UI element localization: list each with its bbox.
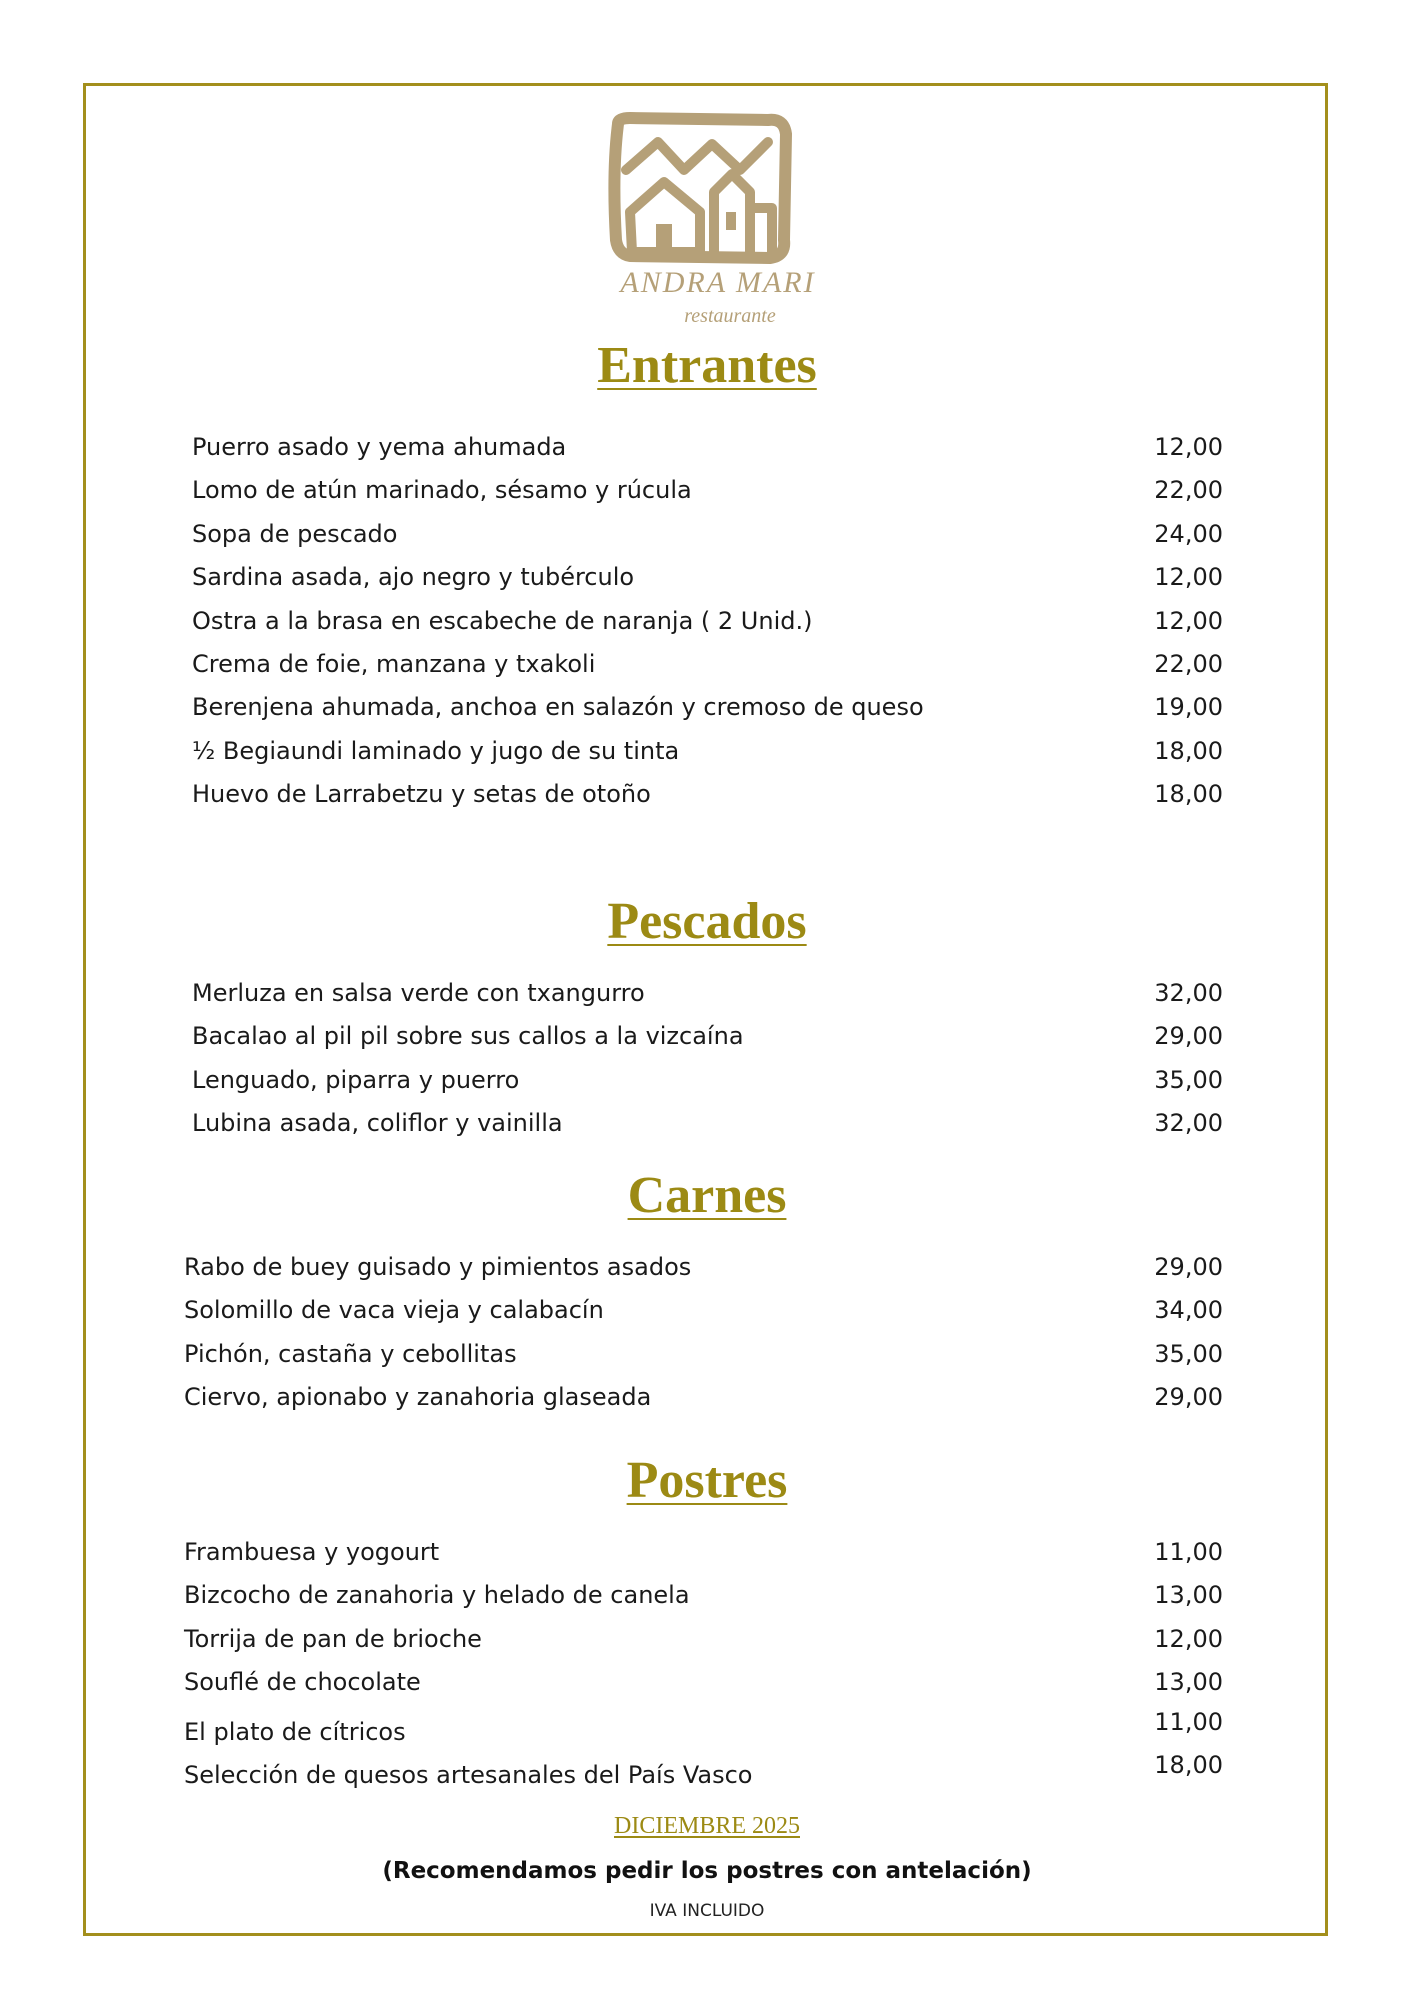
dish-price: 34,00 [1154, 1296, 1223, 1325]
dish-price: 35,00 [1154, 1065, 1223, 1094]
dish-price: 12,00 [1154, 433, 1223, 461]
dish-price: 11,00 [1154, 1538, 1223, 1566]
menu-item [184, 1540, 1223, 1583]
dish-name: Sardina asada, ajo negro y tubérculo [192, 563, 635, 592]
dish-name: Bacalao al pil pil sobre sus callos a la vizcaína [192, 1022, 744, 1051]
dish-name: Lenguado, piparra y puerro [192, 1065, 520, 1094]
dish-name: Berenjena ahumada, anchoa en salazón y cremoso de queso [192, 693, 924, 722]
dish-price: 32,00 [1154, 979, 1223, 1007]
menu-list-pescados [192, 981, 1223, 1155]
menu-item [184, 1385, 1223, 1428]
dish-name: Huevo de Larrabetzu y setas de otoño [192, 780, 651, 809]
menu-date: DICIEMBRE 2025 [614, 1813, 800, 1839]
menu-item [184, 1583, 1223, 1626]
menu-list-postres [184, 1540, 1223, 1800]
menu-item [184, 1624, 1223, 1670]
dish-price: 12,00 [1154, 1624, 1223, 1653]
dish-name: Rabo de buey guisado y pimientos asados [184, 1253, 692, 1281]
menu-item [184, 1707, 1223, 1757]
dish-price: 18,00 [1154, 780, 1223, 809]
menu-item [192, 1065, 1223, 1111]
menu-list-entrantes [192, 435, 1223, 826]
menu-item [184, 1298, 1223, 1341]
dish-name: Frambuesa y yogourt [184, 1538, 440, 1566]
dish-price: 12,00 [1154, 563, 1223, 592]
section-title-postres: Postres [626, 1452, 788, 1509]
dish-price: 13,00 [1154, 1668, 1223, 1697]
dish-name: Crema de foie, manzana y txakoli [192, 649, 596, 678]
dish-name: Pichón, castaña y cebollitas [184, 1339, 517, 1368]
dish-name: Ciervo, apionabo y zanahoria glaseada [184, 1383, 652, 1412]
dish-price: 29,00 [1154, 1022, 1223, 1051]
menu-item [192, 478, 1223, 521]
dessert-advance-order-note: (Recomendamos pedir los postres con antelación) [382, 1858, 1032, 1884]
dish-price: 22,00 [1154, 649, 1223, 678]
menu-item [192, 695, 1223, 738]
dish-price: 12,00 [1154, 606, 1223, 635]
dish-price: 35,00 [1154, 1339, 1223, 1368]
section-title-pescados: Pescados [607, 893, 807, 950]
dish-price: 29,00 [1154, 1383, 1223, 1412]
restaurant-logo-icon [600, 112, 830, 334]
menu-item [192, 649, 1223, 695]
dish-name: El plato de cítricos [184, 1717, 406, 1746]
menu-item [192, 565, 1223, 608]
dish-name: Solomillo de vaca vieja y calabacín [184, 1296, 604, 1325]
dish-name: Souflé de chocolate [184, 1668, 421, 1697]
dish-name: Lubina asada, coliflor y vainilla [192, 1109, 563, 1138]
menu-item [192, 736, 1223, 782]
menu-item [192, 1024, 1223, 1067]
dish-name: Ostra a la brasa en escabeche de naranja ( 2 Unid.) [192, 606, 813, 635]
logo-brand-name: ANDRA MARI [620, 266, 816, 299]
section-title-carnes: Carnes [627, 1167, 787, 1224]
dish-name: ½ Begiaundi laminado y jugo de su tinta [192, 736, 680, 765]
menu-item [192, 1111, 1223, 1154]
dish-name: Torrija de pan de brioche [184, 1624, 482, 1653]
dish-name: Bizcocho de zanahoria y helado de canela [184, 1581, 690, 1610]
menu-list-carnes [184, 1255, 1223, 1429]
menu-item [192, 981, 1223, 1024]
dish-price: 29,00 [1154, 1253, 1223, 1281]
dish-price: 32,00 [1154, 1109, 1223, 1138]
menu-item [184, 1255, 1223, 1298]
section-title-entrantes: Entrantes [597, 337, 817, 394]
menu-item [192, 606, 1223, 652]
tax-included-note: IVA INCLUIDO [649, 1901, 765, 1921]
dish-name: Puerro asado y yema ahumada [192, 433, 567, 461]
dish-name: Sopa de pescado [192, 519, 398, 548]
dish-price: 18,00 [1154, 1750, 1223, 1779]
menu-item [184, 1750, 1223, 1800]
dish-price: 18,00 [1154, 736, 1223, 765]
menu-item [184, 1670, 1223, 1713]
menu-item [192, 782, 1223, 825]
dish-name: Selección de quesos artesanales del País Vasco [184, 1760, 753, 1789]
dish-name: Lomo de atún marinado, sésamo y rúcula [192, 476, 692, 505]
menu-item [192, 435, 1223, 478]
menu-item [192, 519, 1223, 565]
logo-subtitle: restaurante [684, 305, 776, 327]
dish-price: 22,00 [1154, 476, 1223, 505]
dish-price: 24,00 [1154, 519, 1223, 548]
dish-price: 11,00 [1154, 1707, 1223, 1736]
dish-price: 13,00 [1154, 1581, 1223, 1610]
menu-item [184, 1339, 1223, 1385]
dish-name: Merluza en salsa verde con txangurro [192, 979, 645, 1007]
dish-price: 19,00 [1154, 693, 1223, 722]
